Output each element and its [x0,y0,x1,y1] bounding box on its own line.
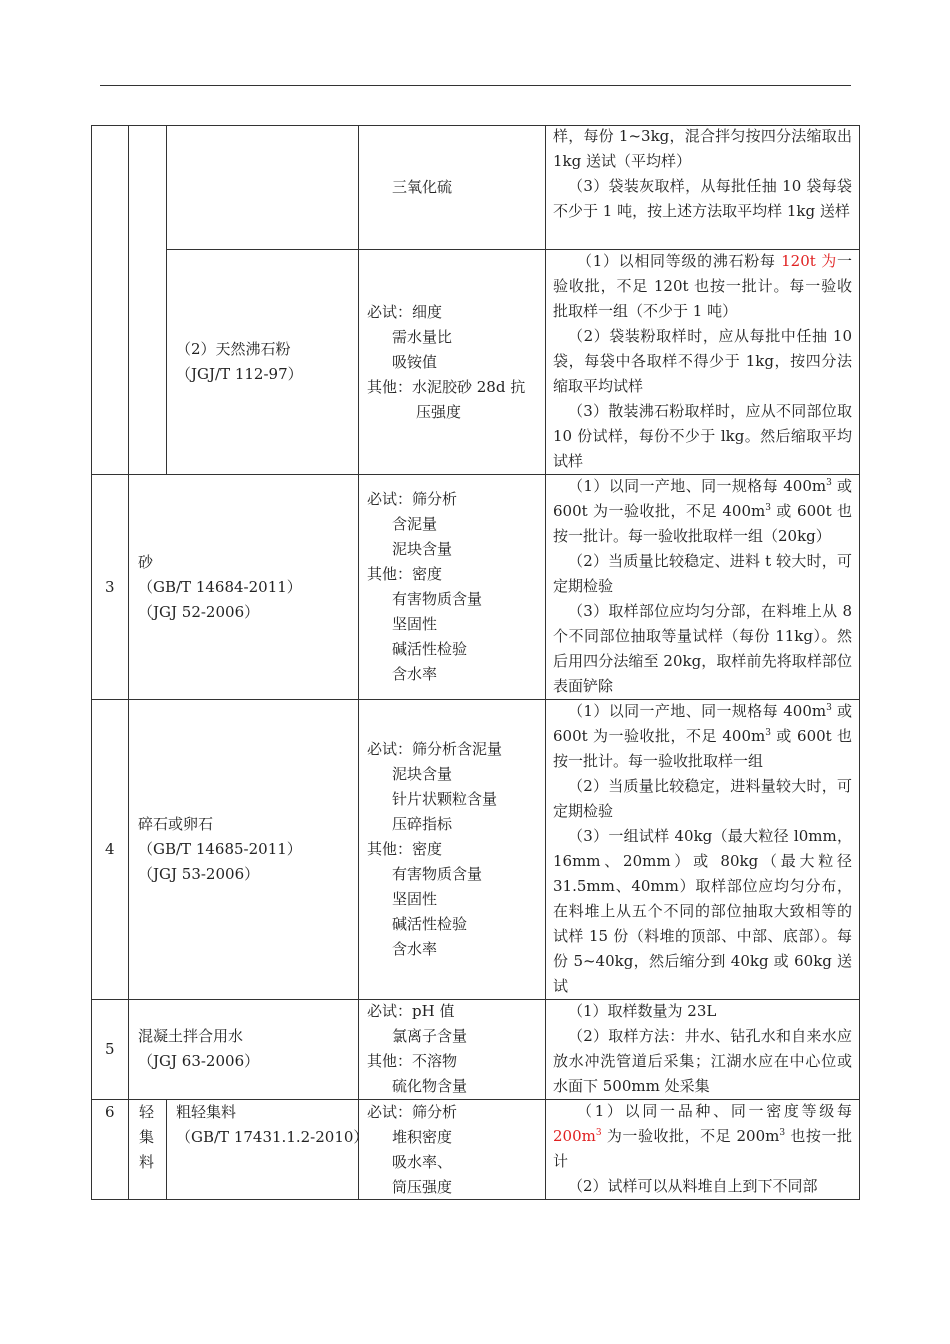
test-required-label: 必试：筛分析 [367,490,458,508]
test-item: 坚固性 [392,890,438,908]
test-item: 吸水率、 [392,1153,453,1171]
category-char: 轻 [139,1103,155,1121]
category-char: 料 [139,1153,155,1171]
sampling-text: 一验收批，不足 120t 也按一批计。每一验收批取样一组（不少于 1 吨） [553,252,852,320]
highlight-text: $200m^3$ [553,1127,602,1145]
material-standard: （GB/T 14685-2011） [138,840,302,858]
category-char: 集 [139,1128,155,1146]
test-required-label: 必试：细度 [367,303,443,321]
test-item: 含泥量 [392,515,438,533]
sampling-paragraph: （2）试样可以从料堆自上到下不同部 [568,1177,818,1195]
sampling-paragraph: （2）当质量比较稳定、进料 t 较大时，可定期检验 [553,552,852,595]
material-standard: （JGJ/T 112-97） [176,365,303,383]
test-item: 含水率 [392,665,438,683]
sampling-text: （1）以相同等级的沸石粉每 [577,252,782,270]
test-item: 筒压强度 [392,1178,453,1196]
test-item: 泥块含量 [392,765,453,783]
sampling-paragraph: （2）取样方法：井水、钻孔水和自来水应放水冲洗管道后采集；江湖水应在中心位或水面下 500mm 处采集 [553,1027,852,1095]
test-item: 针片状颗粒含量 [392,790,498,808]
test-item: 硫化物含量 [392,1077,468,1095]
material-name: 碎石或卵石 [138,815,214,833]
test-item: 碱活性检验 [392,640,468,658]
highlight-text: 120t 为 [781,252,837,270]
sampling-paragraph: （2）当质量比较稳定，进料量较大时，可定期检验 [553,777,852,820]
test-other-label: 其他：密度 [367,840,443,858]
test-item: 压碎指标 [392,815,453,833]
material-standard: （JGJ 53-2006） [138,865,260,883]
material-standard: （JGJ 63-2006） [138,1052,260,1070]
sampling-method: （1）以同一品种、同一密度等级每 $200m^3$ 为一验收批，不足 $200m^3$ 也按一批计 （2）试样可以从料堆自上到下不同部 [553,1099,852,1199]
material-name: 混凝土拌合用水 [138,1027,244,1045]
test-item: 吸铵值 [392,353,438,371]
material-standard: （GB/T 14684-2011） [138,578,302,596]
test-item: 堆积密度 [392,1128,453,1146]
material-name: （2）天然沸石粉 [176,340,291,358]
test-required-label: 必试：筛分析含泥量 [367,740,503,758]
test-item: 坚固性 [392,615,438,633]
test-other-label: 其他：水泥胶砂 28d 抗 [367,378,526,396]
test-other-label: 其他：不溶物 [367,1052,458,1070]
row-number: 5 [105,1040,115,1058]
sampling-paragraph: （3）一组试样 40kg（最大粒径 l0mm，16mm、20mm）或 80kg（最大粒径 31.5mm、40mm）取样部位应均匀分布，在料堆上从五个不同的部位抽取大致相等的试样 15 份（料堆的顶部、中部、底部）。每份 5~40kg，然后缩分到 40kg 或 60kg 送试 [553,827,852,995]
sampling-paragraph: （3）散装沸石粉取样时，应从不同部位取 10 份试样，每份不少于 lkg。然后缩取平均试样 [553,402,852,470]
sampling-method: （1）以同一产地、同一规格每 $400m^3$ 或 600t 为一验收批，不足 $400m^3$ 或 600t 也按一批计。每一验收批取样一组 （2）当质量比较稳定，进料量较大时，可定期检验 （3）一组试样 40kg（最大粒径 l0mm，16mm、20mm）或 80kg（最大粒径 31.5mm、40mm）取样部位应均匀分布，在料堆上从五个不同的部位抽取大致相等的试样 15 份（料堆的顶部、中部、底部）。每份 5~40kg，然后缩分到 40kg 或 60kg 送试 [553,699,852,999]
material-standard: （JGJ 52-2006） [138,603,260,621]
test-item: 有害物质含量 [392,865,483,883]
test-required-label: 必试：筛分析 [367,1103,458,1121]
row-number: 6 [105,1103,115,1121]
sampling-method [553,124,852,224]
test-required-label: 必试：pH 值 [367,1002,455,1020]
row-number: 4 [105,840,115,858]
row-number: 3 [105,578,115,596]
sampling-paragraph: （3）取样部位应均匀分部，在料堆上从 8 个不同部位抽取等量试样（每份 11kg）。然后用四分法缩至 20kg，取样前先将取样部位表面铲除 [553,602,852,695]
sampling-method: （1）以同一产地、同一规格每 $400m^3$ 或 600t 为一验收批，不足 $400m^3$ 或 600t 也按一批计。每一验收批取样一组（20kg） （2）当质量比较稳定、进料 t 较大时，可定期检验 （3）取样部位应均匀分部，在料堆上从 8 个不同部位抽取等量试样（每份 11kg）。然后用四分法缩至 20kg，取样前先将取样部位表面铲除 [553,474,852,699]
sampling-paragraph: （2）袋装粉取样时，应从每批中任抽 10 袋，每袋中各取样不得少于 1kg，按四分法缩取平均试样 [553,327,852,395]
sampling-method [553,999,852,1099]
material-name: 砂 [138,553,154,571]
test-other-label: 其他：密度 [367,565,443,583]
test-item: 三氧化硫 [392,178,453,196]
test-item: 压强度 [416,403,462,421]
test-item: 泥块含量 [392,540,453,558]
sampling-paragraph: 样，每份 1~3kg，混合拌匀按四分法缩取出 1kg 送试（平均样） [553,127,852,170]
material-name: 粗轻集料 [176,1103,237,1121]
sampling-paragraph: （1）取样数量为 23L [568,1002,717,1020]
test-item: 需水量比 [392,328,453,346]
material-standard: （GB/T 17431.1.2-2010） [176,1128,369,1146]
test-item: 有害物质含量 [392,590,483,608]
sampling-paragraph: （3）袋装灰取样，从每批任抽 10 袋每袋不少于 1 吨，按上述方法取平均样 1kg 送样 [553,177,852,220]
test-item: 氯离子含量 [392,1027,468,1045]
test-item: 含水率 [392,940,438,958]
test-item: 碱活性检验 [392,915,468,933]
sampling-method [553,249,852,474]
